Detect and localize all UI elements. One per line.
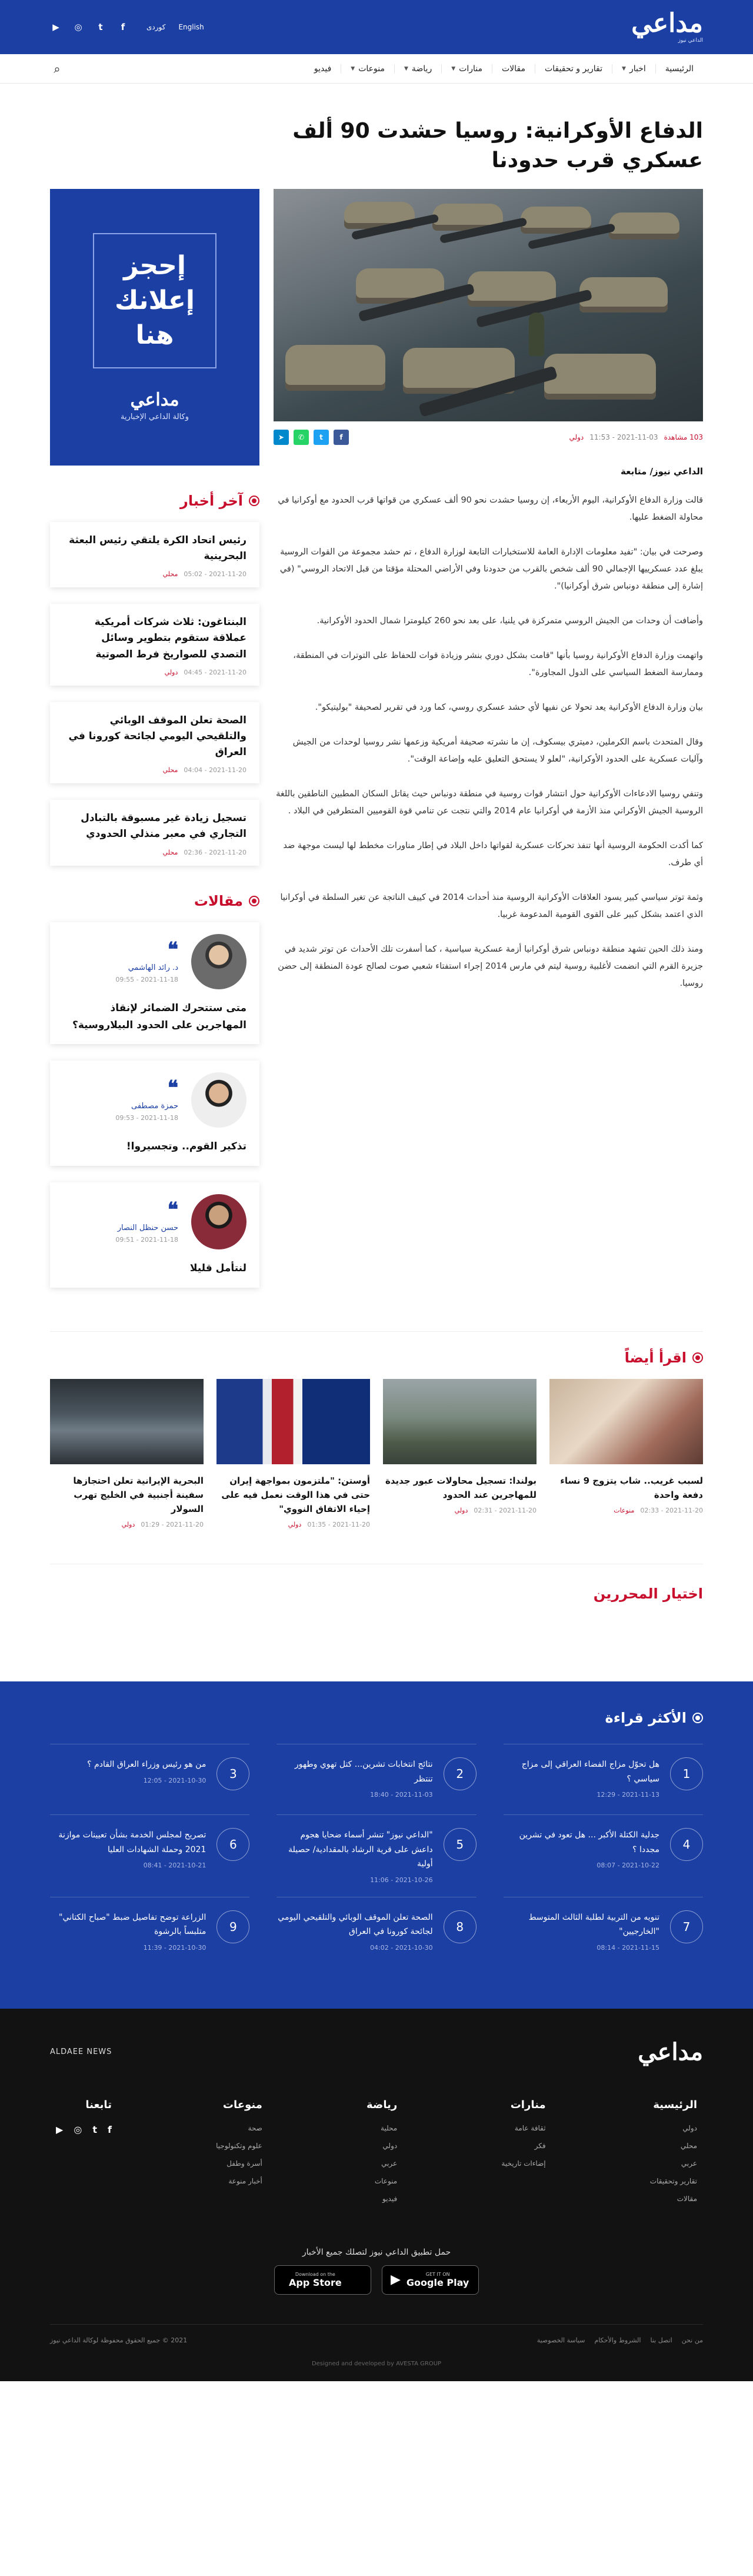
footer-column: منوعات صحة علوم وتكنولوجيا أسرة وطفل أخبار منوعة bbox=[216, 2098, 262, 2185]
footer-link[interactable]: دولي bbox=[382, 2141, 398, 2150]
facebook-icon[interactable]: f bbox=[121, 22, 125, 32]
nav-manarat[interactable]: منارات ▼ bbox=[441, 64, 492, 74]
publish-date: 2021-11-03 - 11:53 bbox=[589, 433, 658, 441]
nav-video[interactable]: فيديو bbox=[314, 64, 332, 74]
nav-reports[interactable]: تقارير و تحقيقات bbox=[535, 64, 612, 74]
footer-link[interactable]: صحة bbox=[248, 2123, 262, 2132]
facebook-icon[interactable]: f bbox=[107, 2123, 112, 2135]
rank-number: 6 bbox=[216, 1828, 249, 1861]
opinions-heading: مقالات bbox=[50, 893, 259, 909]
article-body bbox=[274, 492, 703, 992]
read-also-image bbox=[549, 1379, 703, 1464]
nav-news[interactable]: اخبار ▼ bbox=[612, 64, 655, 74]
footer-logo[interactable]: مداعي bbox=[638, 2037, 703, 2066]
most-read-section bbox=[0, 1681, 753, 2009]
read-also-item[interactable]: بولندا: تسجيل محاولات عبور جديدة للمهاجرين عند الحدود 2021-11-20 - 02:31 دولي bbox=[383, 1379, 537, 1528]
latest-news-item[interactable]: البنتاغون: ثلاث شركات أمريكية عملاقة ستقوم بتطوير وسائل التصدي للصواريخ فرط الصوتية 2021-11-20 - 04:45 دولي bbox=[50, 604, 259, 686]
rank-number: 3 bbox=[216, 1757, 249, 1790]
footer-link[interactable]: إضاءات تاريخية bbox=[501, 2159, 546, 2168]
read-also-item[interactable]: أوستن: "ملتزمون بمواجهة إيران حتى في هذا الوقت نعمل فيه على إحياء الاتفاق النووي" 2021-11-20 - 01:35 دولي bbox=[216, 1379, 370, 1528]
most-read-item[interactable]: 1 هل تحوّل مزاج الفضاء العراقي إلى مزاج سياسي ؟ 2021-11-13 - 12:29 bbox=[504, 1744, 703, 1814]
developer-credit[interactable]: Designed and developed by AVESTA GROUP bbox=[311, 2360, 442, 2367]
read-also-item[interactable]: لسبب غريب.. شاب يتزوج 9 نساء دفعة واحدة 2021-11-20 - 02:33 منوعات bbox=[549, 1379, 703, 1528]
ad-logo: مداعي bbox=[130, 389, 179, 410]
twitter-icon[interactable]: t bbox=[98, 22, 103, 32]
footer-link[interactable]: أخبار منوعة bbox=[228, 2176, 262, 2185]
opinion-author[interactable]: حمزة مصطفى bbox=[131, 1102, 178, 1111]
opinion-date: 2021-11-18 - 09:51 bbox=[115, 1236, 178, 1244]
view-count: 103 مشاهدة bbox=[664, 433, 703, 441]
section-dot-icon bbox=[692, 1352, 703, 1363]
app-download: حمل تطبيق الداعي نيوز لتصلك جميع الأخبار Download on the App Store ▶ GET IT ON Google Play bbox=[50, 2248, 703, 2295]
article-category[interactable]: دولي bbox=[569, 433, 584, 441]
chevron-down-icon: ▼ bbox=[351, 66, 355, 72]
editors-choice-section bbox=[50, 1564, 703, 1681]
quote-icon: ❝ bbox=[167, 938, 178, 962]
site-logo[interactable] bbox=[631, 8, 703, 44]
latest-news-item[interactable]: رئيس اتحاد الكرة يلتقي رئيس البعثة البحرينية 2021-11-20 - 05:02 محلي bbox=[50, 522, 259, 587]
footer-link[interactable]: ثقافة عامة bbox=[514, 2123, 546, 2132]
sidebar bbox=[50, 189, 259, 1304]
main-nav bbox=[0, 54, 753, 84]
opinion-title: تذكير القوم.. وتجسيروا! bbox=[126, 1141, 246, 1153]
instagram-icon[interactable]: ◎ bbox=[74, 22, 82, 32]
social-links bbox=[50, 21, 129, 33]
opinion-author[interactable]: د. رائد الهاشمي bbox=[128, 963, 178, 972]
footer-link[interactable]: عربي bbox=[681, 2159, 697, 2168]
article-meta bbox=[274, 430, 703, 445]
most-read-item[interactable]: 4 جدلية الكتلة الأكبر ... هل تعود في تشرين مجددا ؟ 2021-10-22 - 08:07 bbox=[504, 1814, 703, 1897]
most-read-item[interactable]: 7 تنويه من التربية لطلبة الثالث المتوسط "الخارجيين" 2021-11-15 - 08:14 bbox=[504, 1897, 703, 1967]
footer-legal-links bbox=[537, 2336, 703, 2344]
ad-text: إحجز إعلانك هنا bbox=[93, 233, 216, 368]
opinion-card[interactable] bbox=[50, 1061, 259, 1166]
read-also-image bbox=[383, 1379, 537, 1464]
footer-link[interactable]: عربي bbox=[381, 2159, 398, 2168]
section-dot-icon bbox=[249, 496, 259, 506]
footer-site-name: ALDAEE NEWS bbox=[50, 2047, 112, 2056]
most-read-item[interactable]: 5 "الداعي نيوز" تنشر أسماء ضحايا هجوم داعش على قرية الرشاد بالمقدادية/ حصيلة أولية 2021-10-26 - 11:06 bbox=[276, 1814, 476, 1897]
youtube-icon[interactable]: ▶ bbox=[52, 22, 59, 32]
most-read-item[interactable]: 6 تصريح لمجلس الخدمة بشأن تعيينات موازنة 2021 وحملة الشهادات العليا 2021-10-21 - 08:41 bbox=[50, 1814, 249, 1897]
rank-number: 9 bbox=[216, 1910, 249, 1943]
nav-home[interactable]: الرئيسية bbox=[655, 64, 703, 74]
opinion-card[interactable] bbox=[50, 1182, 259, 1288]
rank-number: 1 bbox=[670, 1757, 703, 1790]
share-buttons bbox=[274, 430, 349, 445]
read-also-heading: اقرأ أيضاً bbox=[50, 1350, 703, 1366]
telegram-share-icon[interactable]: ➤ bbox=[274, 430, 289, 445]
article-paragraph: قالت وزارة الدفاع الأوكرانية، اليوم الأربعاء، إن روسيا حشدت نحو 90 ألف عسكري من قواتها قرب الحدود مع أوكرانيا في محاولة الضغط عليها. bbox=[278, 495, 703, 522]
footer-column: رياضة محلية دولي عربي منوعات فيديو bbox=[366, 2098, 398, 2203]
article-paragraph: وتنفي روسيا الادعاءات الأوكرانية حول انتشار قوات روسية في منطقة دونباس حيث يقاتل السكان المطبين الناطقين باللغة الروسية الجيش الأوكراني منذ الأزمة في أوكرانيا عام 2014 والتي نتجت عن تنامي قوة القوميين المتطرفين في البلاد . bbox=[276, 789, 703, 816]
language-switcher bbox=[146, 23, 204, 31]
most-read-item[interactable]: 3 من هو رئيس وزراء العراق القادم ؟ 2021-10-30 - 12:05 bbox=[50, 1744, 249, 1814]
footer-column: الرئيسية دولي محلي عربي تقارير وتحقيقات مقالات bbox=[649, 2098, 697, 2203]
terms-link[interactable]: الشروط والأحكام bbox=[594, 2336, 641, 2344]
whatsapp-share-icon[interactable]: ✆ bbox=[294, 430, 309, 445]
footer-follow-column: تابعنا ▶ ◎ t f bbox=[56, 2098, 112, 2135]
article-paragraph: واتهمت وزارة الدفاع الأوكرانية روسيا بأنها "قامت بشكل دوري بنشر وزيادة قوات للحفاظ على التوترات في المنطقة، وممارسة الضغط السياسي على الدول المجاورة". bbox=[293, 650, 703, 677]
article-title: الدفاع الأوكرانية: روسيا حشدت 90 ألف عسكري قرب حدودنا bbox=[292, 119, 703, 173]
section-dot-icon bbox=[249, 896, 259, 906]
copyright: 2021 © جميع الحقوق محفوظة لوكالة الداعي نيوز bbox=[50, 2336, 188, 2344]
footer-link[interactable]: دولي bbox=[682, 2123, 697, 2132]
article-paragraph: ومنذ ذلك الحين تشهد منطقة دونباس شرق أوكرانيا أزمة عسكرية سياسية ، كما أسفرت تلك الأحداث عن توتر شديد في جزيرة القرم التي انضمت لأغلبية روسية ليتم في مارس 2014 إجراء استفتاء شعبي صوت لصالح عودة المنطقة إلى حضن روسيا. bbox=[278, 944, 703, 988]
rank-number: 2 bbox=[444, 1757, 477, 1790]
article-paragraph: وثمة توتر سياسي كبير يسود العلاقات الأوكرانية الروسية منذ أحداث 2014 في كييف الناتجة عن تغير السلطة في أوكرانيا الذي اعتمد بشكل كبير على القوى القومية المدعومة غربيا. bbox=[280, 892, 703, 919]
author-avatar bbox=[191, 1072, 246, 1128]
footer-link[interactable]: مقالات bbox=[677, 2194, 697, 2203]
rank-number: 4 bbox=[670, 1828, 703, 1861]
article-paragraph: بيان وزارة الدفاع الأوكرانية يعد تحولا عن نفيها لأي حشد عسكري روسي، كما ورد في تقرير لصحيفة "بوليتيكو". bbox=[315, 702, 703, 712]
footer-link[interactable]: تقارير وتحقيقات bbox=[649, 2176, 697, 2185]
article-paragraph: كما أكدت الحكومة الروسية أنها تنفذ تحركات عسكرية لقواتها داخل البلاد في إطار مناورات مخطط لها ليست موجهة ضد أي طرف. bbox=[283, 840, 703, 867]
most-read-item[interactable]: 2 نتائج انتخابات تشرين... كتل تهوي وطهور تنتظر 2021-11-03 - 18:40 bbox=[276, 1744, 476, 1814]
opinion-date: 2021-11-18 - 09:53 bbox=[115, 1114, 178, 1122]
search-icon[interactable]: ⌕ bbox=[54, 62, 61, 76]
most-read-item[interactable]: 8 الصحة تعلن الموقف الوبائي والتلقيحي اليومي لجائحة كورونا في العراق 2021-10-30 - 04:02 bbox=[276, 1897, 476, 1967]
latest-news-item[interactable]: تسجيل زيادة غير مسبوقة بالتبادل التجاري في معبر منذلي الحدودي 2021-11-20 - 02:36 محلي bbox=[50, 800, 259, 865]
app-store-button[interactable]: Download on the App Store bbox=[274, 2265, 371, 2295]
top-bar bbox=[0, 0, 753, 54]
most-read-heading: الأكثر قراءة bbox=[50, 1710, 703, 1726]
read-also-section bbox=[50, 1331, 703, 1528]
play-icon: ▶ bbox=[391, 2272, 401, 2288]
author-avatar bbox=[191, 934, 246, 989]
instagram-icon[interactable]: ◎ bbox=[74, 2123, 82, 2135]
chevron-down-icon: ▼ bbox=[622, 66, 626, 72]
lang-english[interactable]: English bbox=[178, 23, 204, 31]
chevron-down-icon: ▼ bbox=[404, 66, 408, 72]
opinion-title: متى ستتحرك الضمائر لإنقاذ المهاجرين على الحدود البيلاروسية؟ bbox=[72, 1002, 246, 1031]
footer-link[interactable]: علوم وتكنولوجيا bbox=[216, 2141, 262, 2150]
quote-icon: ❝ bbox=[167, 1198, 178, 1222]
logo-subtitle: الداعي نيوز bbox=[678, 38, 703, 44]
latest-news-heading: آخر أخبار bbox=[50, 493, 259, 509]
twitter-share-icon[interactable]: t bbox=[314, 430, 329, 445]
opinion-card[interactable] bbox=[50, 922, 259, 1045]
read-also-item[interactable]: البحرية الإيرانية تعلن احتجازها سفينة أجنبية في الخليج تهرب السولار 2021-11-20 - 01:29 دولي bbox=[50, 1379, 204, 1528]
footer-link[interactable]: فكر bbox=[534, 2141, 546, 2150]
about-link[interactable]: من نحن bbox=[681, 2336, 703, 2344]
facebook-share-icon[interactable]: f bbox=[334, 430, 349, 445]
opinion-date: 2021-11-18 - 09:55 bbox=[115, 975, 178, 983]
rank-number: 8 bbox=[444, 1910, 477, 1943]
chevron-down-icon: ▼ bbox=[451, 66, 456, 72]
read-also-image bbox=[216, 1379, 370, 1464]
contact-link[interactable]: اتصل بنا bbox=[650, 2336, 672, 2344]
article-paragraph: وقال المتحدث باسم الكرملين، دميتري بيسكوف، إن ما نشرته صحيفة أمريكية وزعمها نشر روسيا لوحدات من الجيش وآليات عسكرية على الحدود الأوكرانية، "لعلو لا يستحق التعليق عليه وإضاعة الوقت". bbox=[292, 737, 703, 764]
footer bbox=[0, 2009, 753, 2381]
logo-mark: مداعي bbox=[631, 8, 703, 38]
article-paragraph: وأضافت أن وحدات من الجيش الروسي متمركزة في يلنيا، على بعد نحو 260 كيلومترا شمال الحدود الأوكرانية. bbox=[316, 616, 703, 626]
rank-number: 7 bbox=[670, 1910, 703, 1943]
article-hero-image bbox=[274, 189, 703, 421]
nav-sports[interactable]: رياضة ▼ bbox=[394, 64, 441, 74]
footer-link[interactable]: محلي bbox=[680, 2141, 697, 2150]
author-avatar bbox=[191, 1194, 246, 1249]
nav-misc[interactable]: منوعات ▼ bbox=[341, 64, 394, 74]
article-paragraph: وصرحت في بيان: "تفيد معلومات الإدارة العامة للاستخبارات التابعة لوزارة الدفاع ، تم حشد مجموعة من القوات الروسية يبلغ عدد عسكرييها الإجمالي 90 ألف شخص بالقرب من حدودنا وفي الأراضي المحتلة مؤقتا من قبل الاتحاد الروسي" (في إشارة إلى منطقة دونباس شرق أوكرانيا)". bbox=[279, 547, 703, 591]
nav-articles[interactable]: مقالات bbox=[492, 64, 535, 74]
latest-news-item[interactable]: الصحة تعلن الموقف الوبائي والتلقيحي اليومي لجائحة كورونا في العراق 2021-11-20 - 04:04 محلي bbox=[50, 702, 259, 784]
footer-link[interactable]: فيديو bbox=[382, 2194, 398, 2203]
lang-kurdish[interactable]: کوردی bbox=[146, 23, 166, 31]
opinion-author[interactable]: حسن حنظل النصار bbox=[117, 1224, 178, 1233]
ad-subtitle: وكالة الداعي الإخبارية bbox=[120, 412, 189, 421]
twitter-icon[interactable]: t bbox=[92, 2123, 97, 2135]
footer-link[interactable]: محلية bbox=[381, 2123, 398, 2132]
youtube-icon[interactable]: ▶ bbox=[56, 2123, 64, 2135]
privacy-link[interactable]: سياسة الخصوصية bbox=[537, 2336, 585, 2344]
section-dot-icon bbox=[692, 1713, 703, 1723]
footer-column: منارات ثقافة عامة فكر إضاءات تاريخية bbox=[501, 2098, 546, 2168]
read-also-image bbox=[50, 1379, 204, 1464]
google-play-button[interactable]: ▶ GET IT ON Google Play bbox=[382, 2265, 479, 2295]
article bbox=[274, 189, 703, 1304]
editors-choice-heading: اختيار المحررين bbox=[593, 1586, 703, 1603]
most-read-item[interactable]: 9 الزراعة توضح تفاصيل ضبط "صباح الكتاني" متلبساً بالرشوة 2021-10-30 - 11:39 bbox=[50, 1897, 249, 1967]
opinion-title: لنتأمل قليلا bbox=[189, 1262, 246, 1275]
ad-banner[interactable] bbox=[50, 189, 259, 466]
quote-icon: ❝ bbox=[167, 1076, 178, 1101]
footer-link[interactable]: أسرة وطفل bbox=[226, 2159, 262, 2168]
footer-link[interactable]: منوعات bbox=[374, 2176, 398, 2185]
rank-number: 5 bbox=[444, 1828, 477, 1861]
article-byline: الداعي نيوز/ متابعة bbox=[621, 466, 703, 477]
